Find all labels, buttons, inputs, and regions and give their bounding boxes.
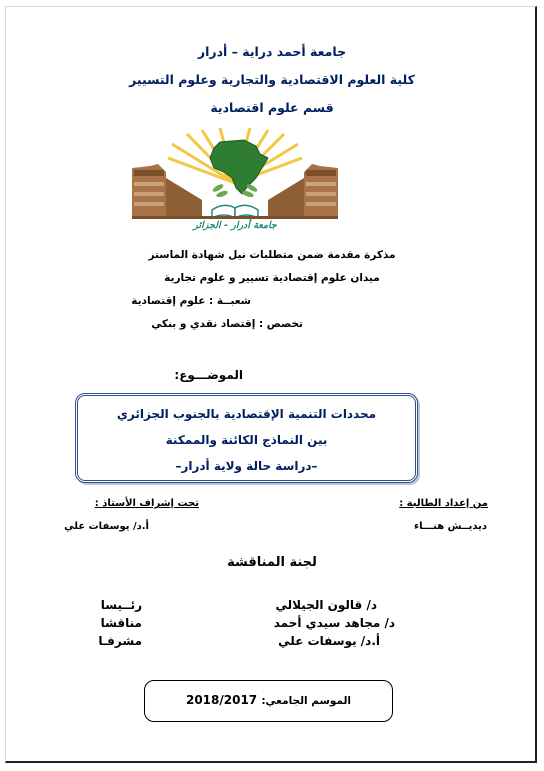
- logo-caption: جامعة أدرار - الجزائر: [193, 220, 277, 231]
- page-border: [5, 6, 537, 763]
- university-logo: [132, 128, 338, 236]
- committee-member-role-2: مناقشا: [100, 616, 142, 630]
- topic-title-2: بين النماذج الكائنة والممكنة: [165, 433, 328, 447]
- memo-line-2: ميدان علوم إقتصادية تسيير و علوم تجارية: [164, 272, 380, 284]
- academic-year-label: الموسم الجامعي:: [261, 695, 352, 707]
- left-tower-icon: [132, 164, 202, 216]
- student-label: من إعداد الطالبة :: [399, 498, 488, 509]
- committee-member-name-2: د/ مجاهد سيدي أحمد: [273, 616, 395, 630]
- university-name: جامعة أحمد دراية – أدرار: [197, 44, 347, 59]
- committee-member-role-3: مشرفـا: [98, 634, 142, 648]
- department-name: قسم علوم اقتصادية: [210, 100, 334, 115]
- right-tower-icon: [268, 164, 338, 216]
- topic-title-3: –دراسة حالة ولاية أدرار–: [175, 459, 318, 473]
- student-name: ديديــش هنـــاء: [413, 521, 487, 532]
- memo-line-4: تخصص : إقتصاد نقدي و بنكي: [151, 318, 303, 330]
- faculty-name: كلية العلوم الاقتصادية والتجارية وعلوم التسيير: [129, 72, 415, 87]
- academic-year: [144, 693, 393, 707]
- memo-line-3: شعبــة : علوم إقتصادية: [131, 295, 251, 307]
- memo-line-1: مذكرة مقدمة ضمن متطلبات نيل شهادة الماستر: [148, 249, 396, 261]
- topic-label: الموضـــوع:: [174, 368, 243, 382]
- supervisor-name: أ.د/ يوسفات علي: [64, 521, 149, 532]
- committee-title: لجنة المناقشة: [227, 555, 317, 570]
- committee-member-name-1: د/ قالون الجيلالي: [275, 598, 377, 612]
- committee-member-name-3: أ.د/ يوسفات علي: [278, 634, 380, 648]
- supervisor-label: تحت إشراف الأستاذ :: [94, 498, 199, 509]
- committee-member-role-1: رئــيسا: [100, 598, 142, 612]
- topic-title-1: محددات التنمية الإقتصادية بالجنوب الجزائري: [116, 407, 377, 421]
- academic-year-value: 2018/2017: [185, 693, 258, 707]
